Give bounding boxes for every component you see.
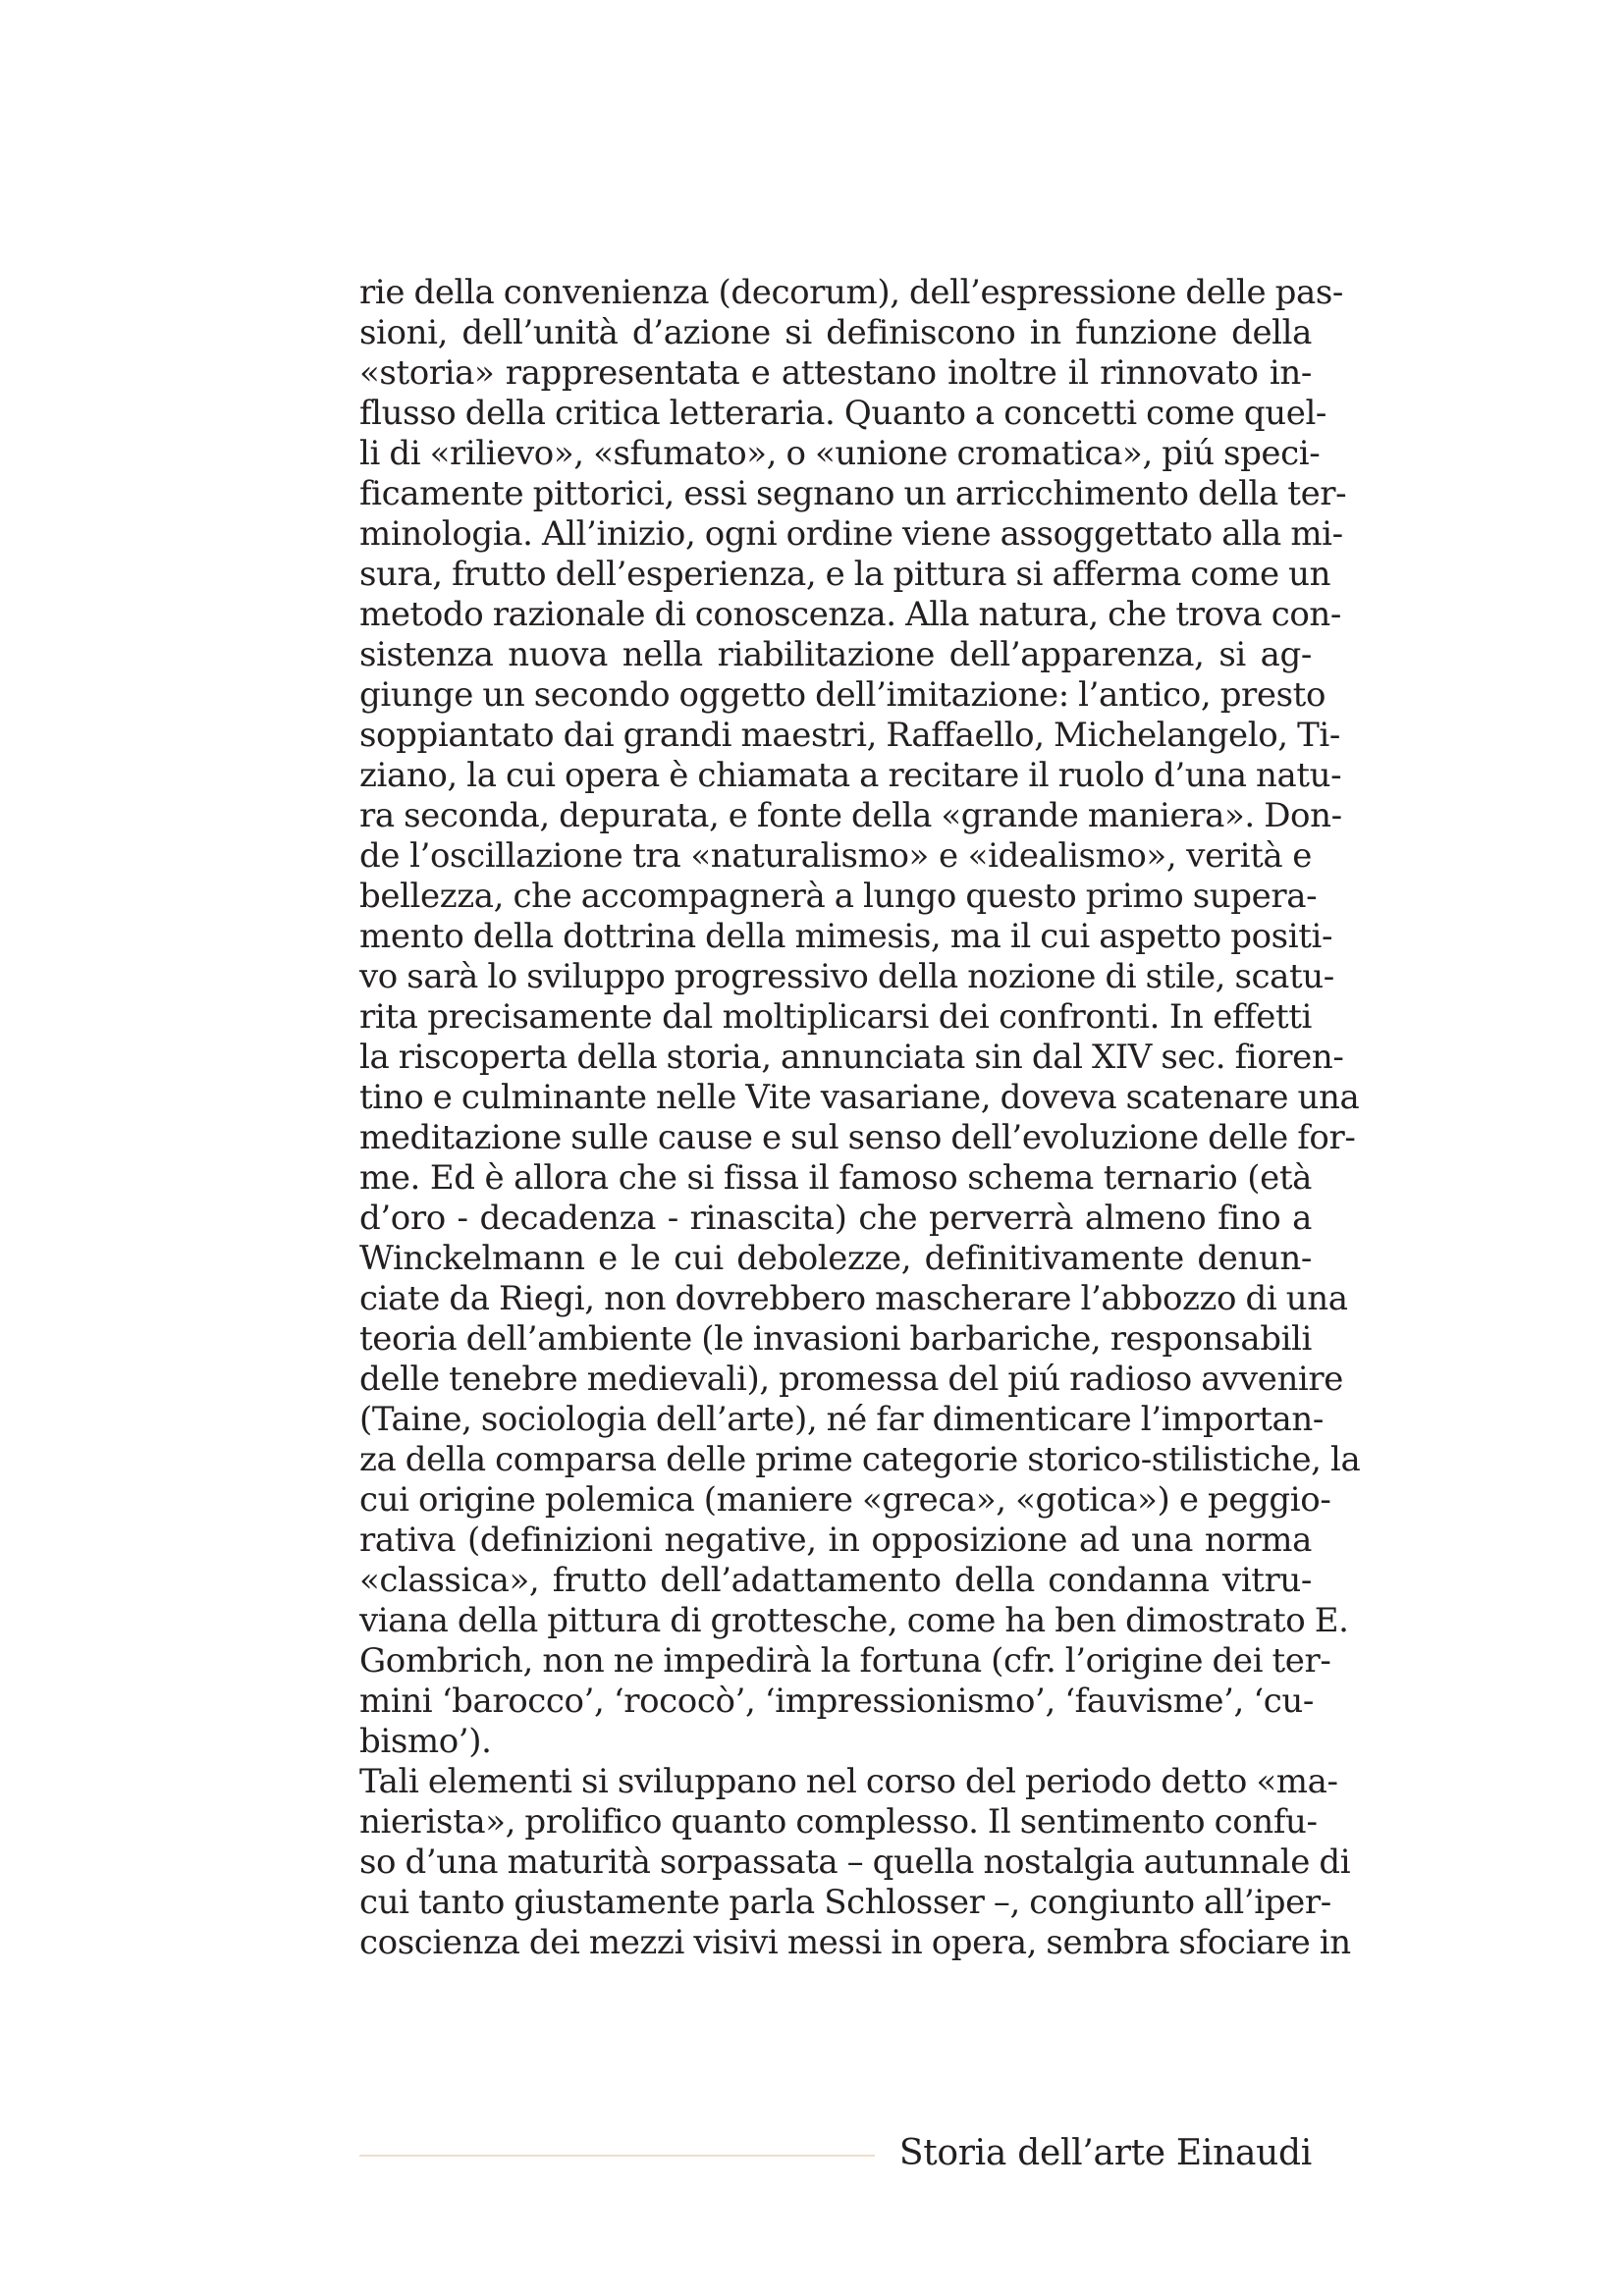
text-line: viana della pittura di grottesche, come ha ben dimostrato E. (359, 1601, 1349, 1640)
text-line: sistenza nuova nella riabilitazione dell’apparenza, si ag- (359, 635, 1312, 674)
text-line: coscienza dei mezzi visivi messi in opera, sembra sfociare in (359, 1923, 1351, 1962)
text-line: za della comparsa delle prime categorie storico-stilistiche, la (359, 1440, 1361, 1479)
text-line: «classica», frutto dell’adattamento della condanna vitru- (359, 1561, 1312, 1600)
text-line: «storia» rappresentata e attestano inoltre il rinnovato in- (359, 353, 1312, 393)
text-line: tino e culminante nelle Vite vasariane, doveva scatenare una (359, 1078, 1360, 1117)
text-line: mini ‘barocco’, ‘rococò’, ‘impressionismo’, ‘fauvisme’, ‘cu- (359, 1682, 1314, 1721)
text-line: ziano, la cui opera è chiamata a recitare il ruolo d’una natu- (359, 756, 1342, 795)
text-line: cui origine polemica (maniere «greca», «gotica») e peggio- (359, 1480, 1331, 1520)
text-line: nierista», prolifico quanto complesso. Il sentimento confu- (359, 1802, 1318, 1842)
text-line: Tali elementi si sviluppano nel corso del periodo detto «ma- (359, 1762, 1338, 1801)
footer-title: Storia dell’arte Einaudi (898, 2133, 1312, 2173)
footer-divider (359, 2155, 875, 2157)
text-line: Gombrich, non ne impedirà la fortuna (cfr. l’origine dei ter- (359, 1641, 1331, 1681)
text-line: vo sarà lo sviluppo progressivo della nozione di stile, scatu- (359, 957, 1334, 996)
text-line: de l’oscillazione tra «naturalismo» e «idealismo», verità e (359, 836, 1312, 876)
text-line: metodo razionale di conoscenza. Alla natura, che trova con- (359, 595, 1342, 634)
text-line: sura, frutto dell’esperienza, e la pittura si afferma come un (359, 555, 1331, 594)
text-line-paragraph-end: bismo’). (359, 1722, 492, 1761)
text-line: meditazione sulle cause e sul senso dell’evoluzione delle for- (359, 1118, 1356, 1157)
text-line: teoria dell’ambiente (le invasioni barbariche, responsabili (359, 1319, 1312, 1359)
text-line: (Taine, sociologia dell’arte), né far dimenticare l’importan- (359, 1400, 1324, 1439)
text-line: minologia. All’inizio, ogni ordine viene assoggettato alla mi- (359, 514, 1343, 554)
text-line: soppiantato dai grandi maestri, Raffaello, Michelangelo, Ti- (359, 716, 1340, 755)
text-line: so d’una maturità sorpassata – quella nostalgia autunnale di (359, 1842, 1351, 1882)
text-line: rie della convenienza (decorum), dell’espressione delle pas- (359, 273, 1343, 312)
text-line: li di «rilievo», «sfumato», o «unione cromatica», piú speci- (359, 434, 1321, 473)
text-line: delle tenebre medievali), promessa del piú radioso avvenire (359, 1360, 1343, 1399)
text-line: Winckelmann e le cui debolezze, definitivamente denun- (359, 1239, 1312, 1278)
text-line: me. Ed è allora che si fissa il famoso schema ternario (età (359, 1158, 1312, 1198)
text-line: rita precisamente dal moltiplicarsi dei confronti. In effetti (359, 997, 1312, 1037)
body-text (359, 273, 1361, 1963)
text-line: ra seconda, depurata, e fonte della «grande maniera». Don- (359, 796, 1342, 835)
text-line: giunge un secondo oggetto dell’imitazione: l’antico, presto (359, 675, 1326, 715)
text-line: rativa (definizioni negative, in opposizione ad una norma (359, 1521, 1312, 1560)
text-line: bellezza, che accompagnerà a lungo questo primo supera- (359, 877, 1318, 916)
text-line: sioni, dell’unità d’azione si definiscono in funzione della (359, 313, 1312, 352)
text-line: ciate da Riegi, non dovrebbero mascherare l’abbozzo di una (359, 1279, 1348, 1318)
text-line: cui tanto giustamente parla Schlosser –, congiunto all’iper- (359, 1883, 1331, 1922)
text-line: d’oro - decadenza - rinascita) che perverrà almeno fino a (359, 1199, 1312, 1238)
text-line: la riscoperta della storia, annunciata sin dal XIV sec. fioren- (359, 1038, 1344, 1077)
text-line: mento della dottrina della mimesis, ma il cui aspetto positi- (359, 917, 1333, 956)
text-line: flusso della critica letteraria. Quanto a concetti come quel- (359, 394, 1327, 433)
text-line: ficamente pittorici, essi segnano un arricchimento della ter- (359, 474, 1347, 513)
